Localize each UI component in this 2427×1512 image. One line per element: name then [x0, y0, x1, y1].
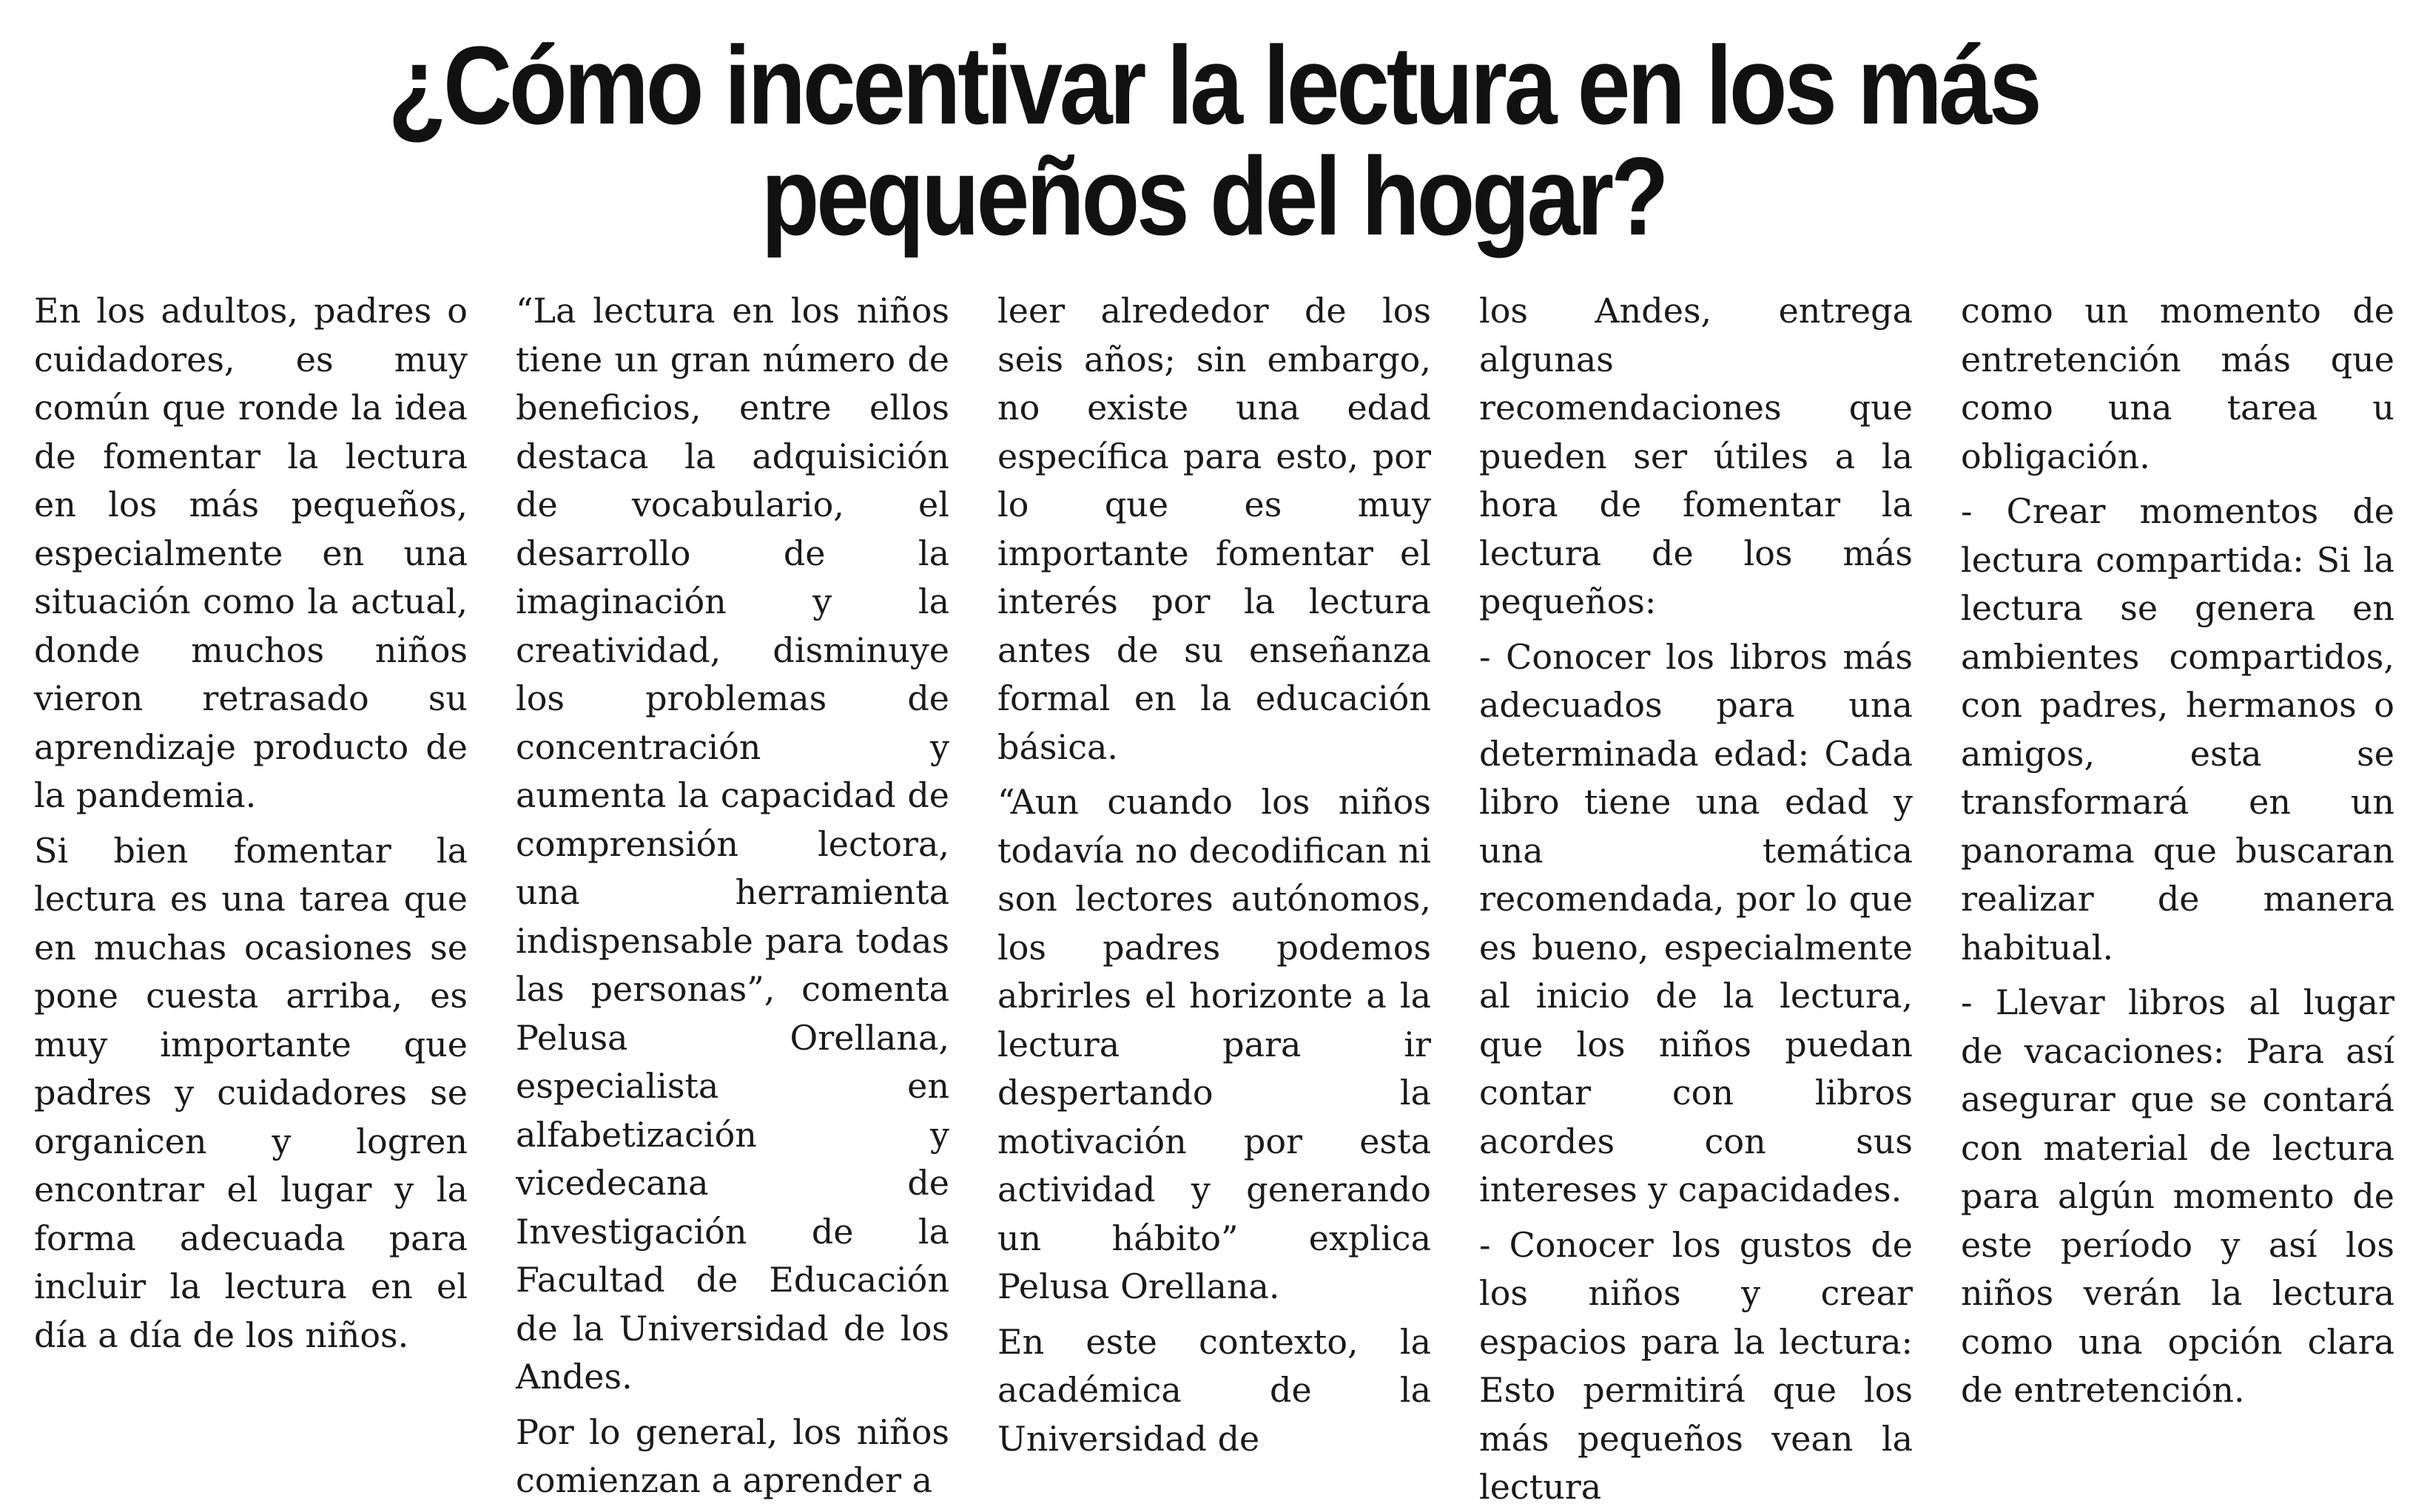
paragraph: los Andes, entrega algunas recomendaciones que pueden ser útiles a la hora de fomentar la lectura de los más pequeños:: [1479, 291, 1913, 621]
column-4: [1479, 287, 1913, 1507]
paragraph: Por lo general, los niños comienzan a aprender a: [516, 1411, 949, 1500]
paragraph: Si bien fomentar la lectura es una tarea que en muchas ocasiones se pone cuesta arriba, es muy importante que padres y cuidadores se organicen y logren encontrar el lugar y la forma adecuada para incluir la lectura en el día a día de los niños.: [34, 830, 468, 1355]
article-body: [34, 287, 2394, 1507]
column-3: [997, 287, 1431, 1459]
recommendation-item: - Conocer los libros más adecuados para una determinada edad: Cada libro tiene una edad y una temática recomendada, por lo que es bueno, especialmente al inicio de la lectura, que los niños puedan contar con libros acordes con sus intereses y capacidades.: [1479, 636, 1913, 1209]
headline-line-2: pequeños del hogar?: [761, 134, 1666, 258]
column-5: [1961, 287, 2394, 1410]
headline-line-1: ¿Cómo incentivar la lectura en los más: [388, 23, 2039, 147]
recommendation-item: - Conocer los gustos de los niños y crear espacios para la lectura: Esto permitirá que los más pequeños vean la lectura: [1479, 1224, 1913, 1507]
paragraph: En este contexto, la académica de la Universidad de: [997, 1321, 1431, 1459]
column-1: [34, 287, 468, 1355]
recommendation-item: - Llevar libros al lugar de vacaciones: Para así asegurar que se contará con material de lectura para algún momento de este período y así los niños verán la lectura como una opción clara de entretención.: [1961, 982, 2394, 1410]
article-headline: [170, 23, 2258, 258]
recommendation-item: - Crear momentos de lectura compartida: Si la lectura se genera en ambientes compartidos, con padres, hermanos o amigos, esta se transformará en un panorama que buscaran realizar de manera habitual.: [1961, 491, 2394, 968]
paragraph: como un momento de entretención más que como una tarea u obligación.: [1961, 291, 2394, 476]
paragraph: En los adultos, padres o cuidadores, es muy común que ronde la idea de fomentar la lectura en los más pequeños, especialmente en una situación como la actual, donde muchos niños vieron retrasado su aprendizaje producto de la pandemia.: [34, 291, 468, 815]
column-2: [516, 287, 949, 1500]
paragraph: “La lectura en los niños tiene un gran número de beneficios, entre ellos destaca la adquisición de vocabulario, el desarrollo de la imaginación y la creatividad, disminuye los problemas de concentración y aumenta la capacidad de comprensión lectora, una herramienta indispensable para todas las personas”, comenta Pelusa Orellana, especialista en alfabetización y vicedecana de Investigación de la Facultad de Educación de la Universidad de los Andes.: [516, 291, 949, 1397]
paragraph: “Aun cuando los niños todavía no decodifican ni son lectores autónomos, los padres podemos abrirles el horizonte a la lectura para ir despertando la motivación por esta actividad y generando un hábito” explica Pelusa Orellana.: [997, 782, 1431, 1306]
paragraph: leer alrededor de los seis años; sin embargo, no existe una edad específica para esto, por lo que es muy importante fomentar el interés por la lectura antes de su enseñanza formal en la educación básica.: [997, 291, 1431, 767]
